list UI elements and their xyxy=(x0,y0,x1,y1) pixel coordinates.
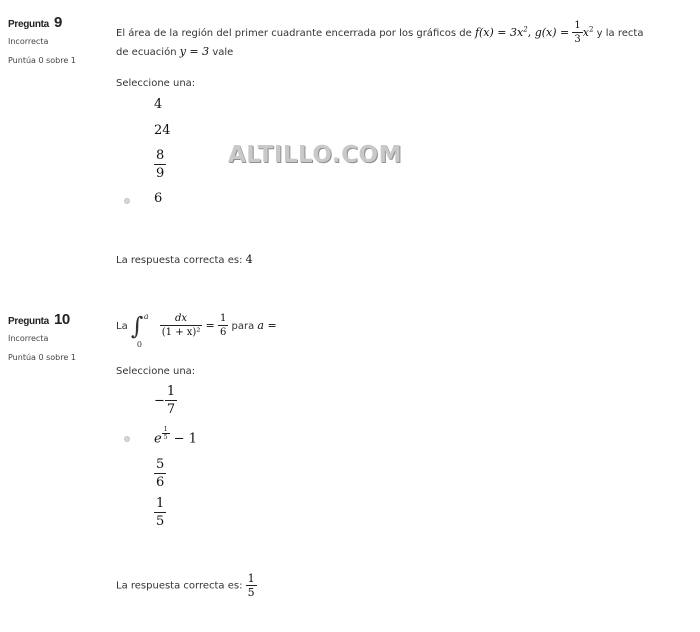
question-grade: Puntúa 0 sobre 1 xyxy=(8,56,76,65)
question-number-value: 10 xyxy=(54,311,70,328)
math-y-eq: y = 3 xyxy=(179,45,210,58)
question-line2-b: vale xyxy=(212,47,234,58)
question-grade: Puntúa 0 sobre 1 xyxy=(8,353,76,362)
question-line2-a: de ecuación xyxy=(116,47,177,58)
radio-button[interactable] xyxy=(124,436,130,442)
question-intro: El área de la región del primer cuadrante encerrada por los gráficos de xyxy=(116,28,472,39)
integral-sign: ∫ a 0 xyxy=(130,311,149,349)
question-label: Pregunta xyxy=(8,316,49,327)
option-value: 24 xyxy=(154,123,171,138)
radio-button[interactable] xyxy=(124,198,130,204)
question-state: Incorrecta xyxy=(8,37,49,46)
correct-answer-value: 4 xyxy=(245,253,253,266)
math-a-eq: a = xyxy=(257,319,277,332)
option-value: 6 xyxy=(154,191,163,206)
math-f: $f(x) = 3x^2$ xyxy=(474,25,528,39)
correct-answer-label: La respuesta correcta es: xyxy=(116,580,243,592)
question-mid: y la recta xyxy=(596,28,644,39)
math-g: g(x) = xyxy=(534,26,570,39)
question-label: Pregunta xyxy=(8,19,49,30)
option-value: 4 xyxy=(154,97,163,112)
correct-answer-value: $\frac{1}{5}$ xyxy=(247,572,255,599)
correct-answer xyxy=(116,572,257,600)
rhs-fraction: $\frac{1}{6}$ xyxy=(219,313,227,338)
question-para: para xyxy=(231,321,255,332)
watermark-logo: ALTILLO.COM xyxy=(228,142,402,168)
select-prompt: Seleccione una: xyxy=(116,78,196,89)
option-value: $\frac{1}{5}$ xyxy=(156,496,165,529)
question-la: La xyxy=(116,321,128,332)
question-state: Incorrecta xyxy=(8,334,49,343)
question-number-value: 9 xyxy=(54,14,62,31)
select-prompt: Seleccione una: xyxy=(116,366,196,377)
question-info xyxy=(8,309,76,362)
math-equals: = xyxy=(205,319,215,332)
math-g-fraction: $\frac{1}{3}$ xyxy=(574,20,581,45)
question-number xyxy=(8,12,76,31)
option-value: $\frac{8}{9}$ xyxy=(156,148,165,181)
option-value: − $\frac{1}{7}$ xyxy=(154,384,176,417)
integrand-fraction: $\frac{dx}{\text{(1 + x)²}}$ xyxy=(161,313,201,338)
question-number xyxy=(8,309,76,328)
option-value: e $^{\frac{1}{5}}$ − 1 xyxy=(154,426,197,447)
correct-answer xyxy=(116,253,253,266)
question-info xyxy=(8,12,76,65)
correct-answer-label: La respuesta correcta es: xyxy=(116,255,243,266)
option-value: $\frac{5}{6}$ xyxy=(156,457,165,490)
question-text: El área de la región del primer cuadrante encerrada por los gráficos de $f(x) = 3x^2$, g(x) = $\frac{1}{3}$ $x^2$ y la recta de ecuación y = 3 vale xyxy=(116,20,644,58)
question-text xyxy=(116,311,277,349)
